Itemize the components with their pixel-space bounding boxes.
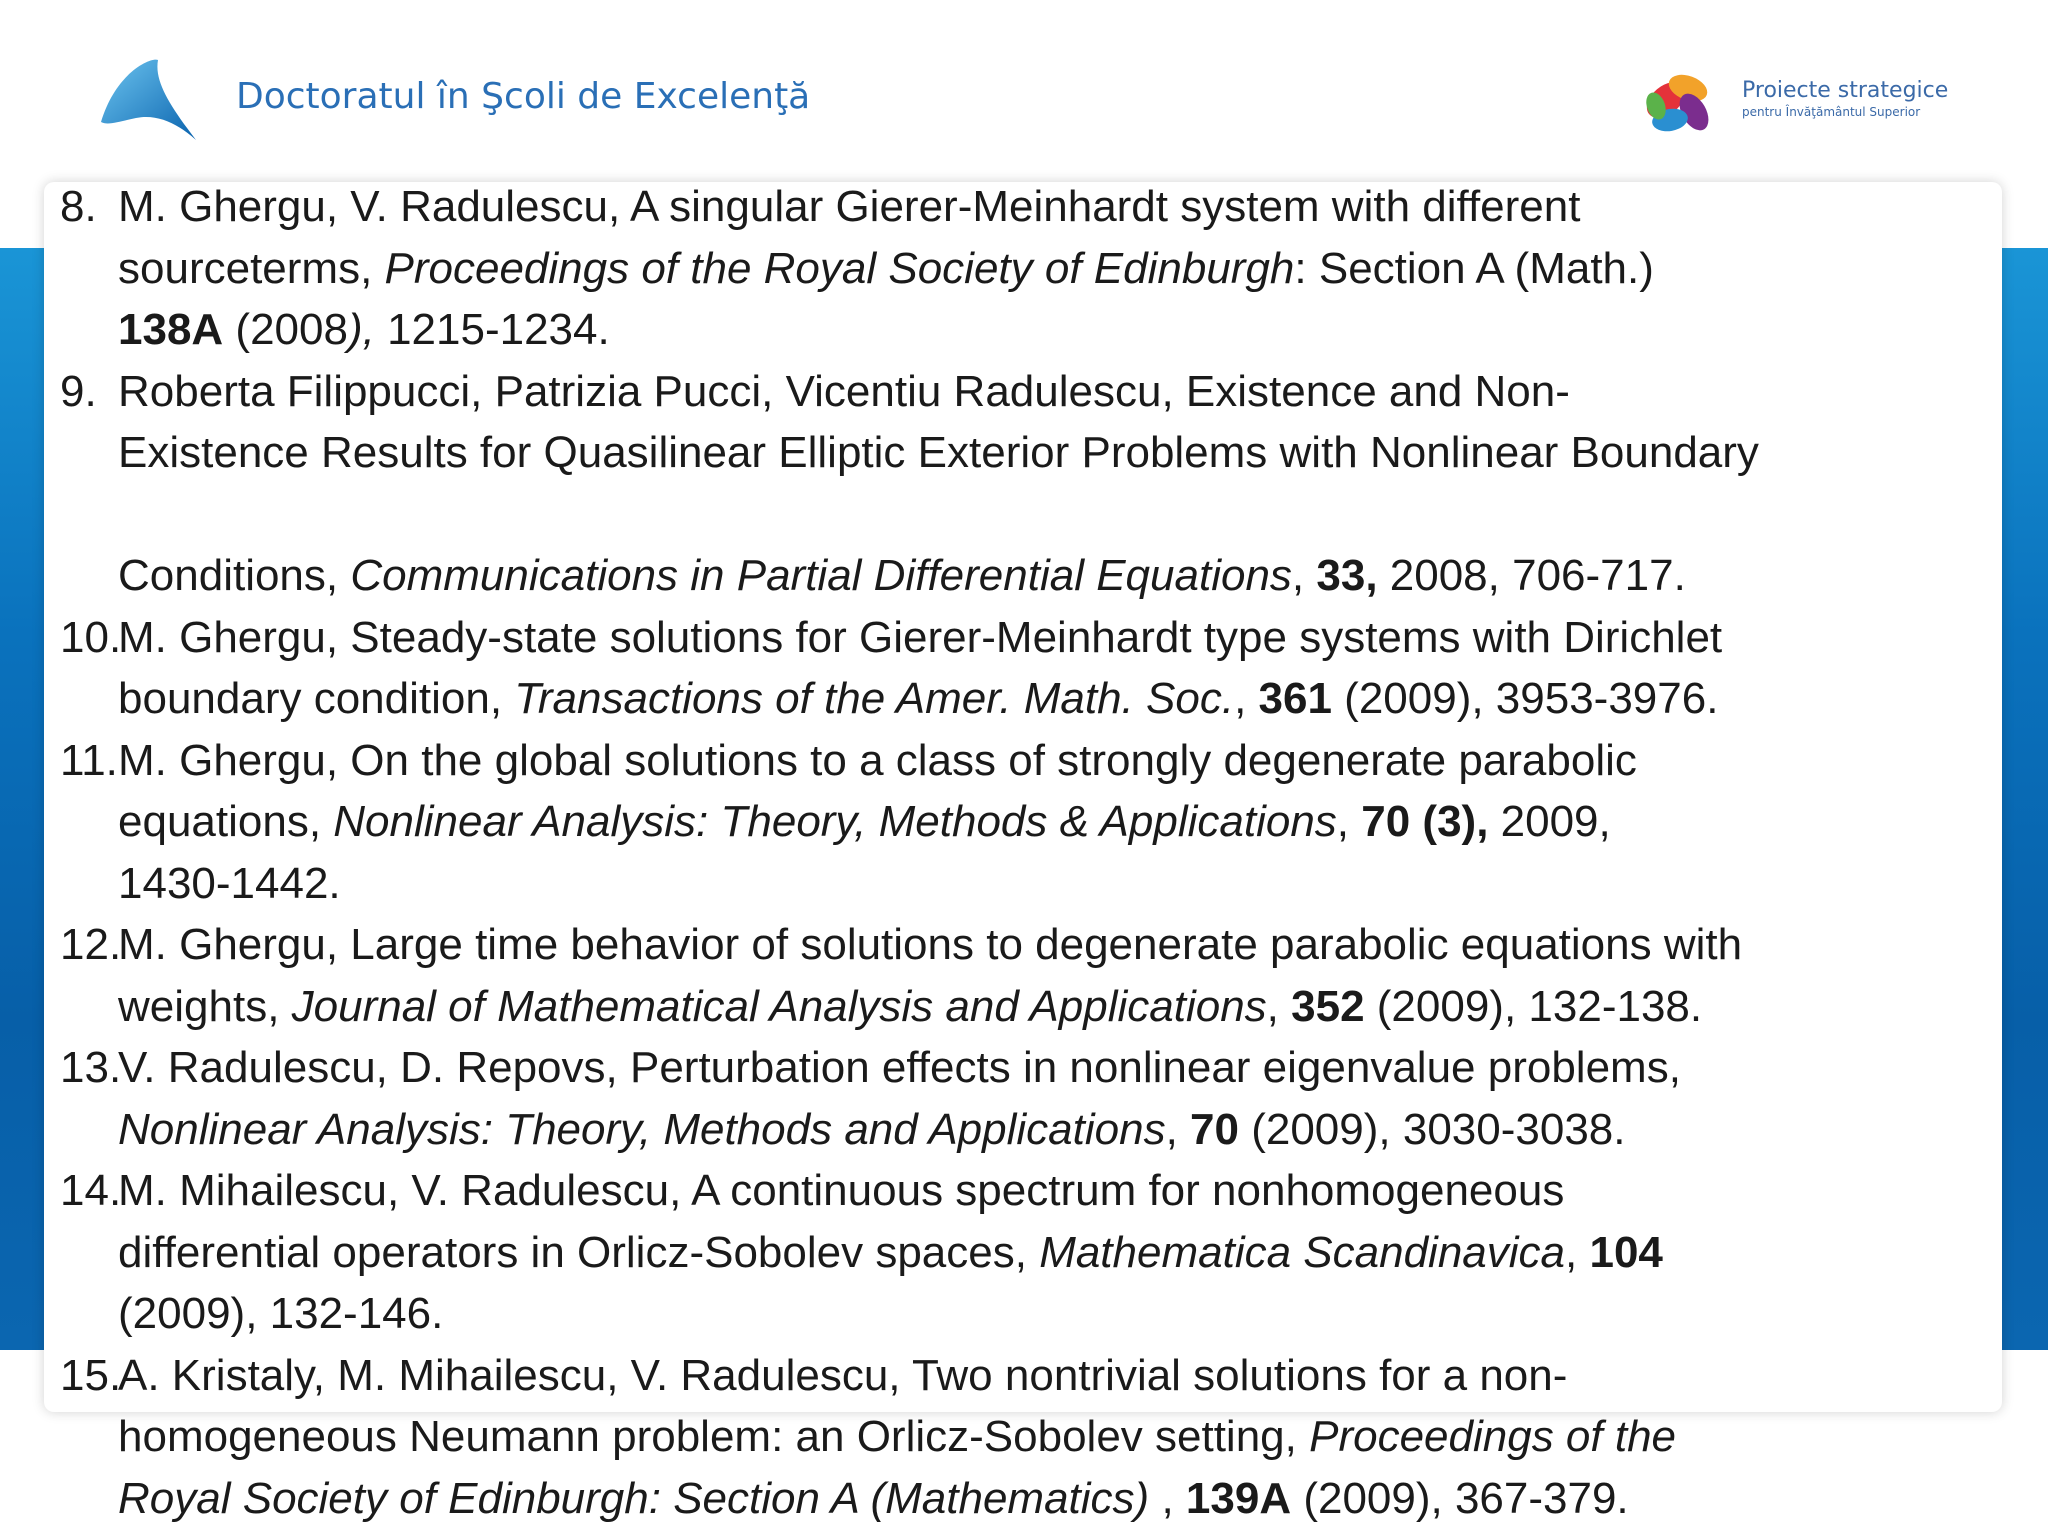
reference-line xyxy=(118,1099,2040,1161)
reference-number: 8. xyxy=(60,182,97,231)
reference-text: , xyxy=(1565,1227,1590,1277)
reference-text: 1430-1442. xyxy=(118,858,341,908)
reference-line xyxy=(118,422,2040,484)
reference-line xyxy=(118,545,2040,607)
reference-text: M. Ghergu, V. Radulescu, A singular Gierer-Meinhardt system with different xyxy=(118,182,1581,231)
volume-number: 33, xyxy=(1316,551,1378,600)
reference-number: 13. xyxy=(60,1043,122,1092)
reference-line xyxy=(118,976,2040,1038)
reference-text: , xyxy=(1266,981,1292,1031)
volume-number: 70 (3), xyxy=(1361,797,1489,846)
reference-item xyxy=(60,361,2040,607)
reference-text: V. Radulescu, D. Repovs, Perturbation effects in nonlinear eigenvalue problems, xyxy=(118,1043,1681,1092)
reference-text: , xyxy=(1234,674,1259,723)
reference-text: Roberta Filippucci, Patrizia Pucci, Vicentiu Radulescu, Existence and Non- xyxy=(118,366,1570,416)
reference-text: (2009), 132-138. xyxy=(1364,981,1703,1031)
reference-text: homogeneous Neumann problem: an Orlicz-Sobolev setting, xyxy=(118,1412,1310,1461)
volume-number: 138A xyxy=(118,305,224,354)
line-gap xyxy=(118,484,2040,546)
reference-number: 11. xyxy=(60,735,118,785)
reference-item xyxy=(60,1160,2040,1345)
reference-line xyxy=(118,1283,2040,1345)
journal-title: Royal Society of Edinburgh: Section A (Mathematics) xyxy=(118,1473,1150,1523)
reference-item xyxy=(60,176,2040,361)
reference-text: weights, xyxy=(118,981,292,1031)
reference-text: (2009), 3030-3038. xyxy=(1238,1104,1626,1154)
reference-item xyxy=(60,730,2040,915)
reference-line xyxy=(118,1160,2040,1222)
reference-text: differential operators in Orlicz-Sobolev spaces, xyxy=(118,1227,1040,1277)
reference-line xyxy=(118,176,2040,238)
reference-item xyxy=(60,607,2040,730)
reference-number: 9. xyxy=(60,366,97,416)
reference-text: boundary condition, xyxy=(118,674,515,723)
volume-number: 139A xyxy=(1185,1473,1292,1523)
journal-title: Journal of Mathematical Analysis and Applications xyxy=(291,981,1267,1031)
reference-text: M. Ghergu, Large time behavior of solutions to degenerate parabolic equations with xyxy=(118,920,1743,969)
strategic-projects-subtitle: pentru Învăţământul Superior xyxy=(1742,105,1921,119)
volume-number: 361 xyxy=(1258,674,1332,723)
reference-line xyxy=(118,668,2040,730)
journal-title: Nonlinear Analysis: Theory, Methods & Applications xyxy=(333,797,1337,846)
reference-text: 2008, 706-717. xyxy=(1377,551,1686,600)
reference-text: Existence Results for Quasilinear Elliptic Exterior Problems with Nonlinear Boundary xyxy=(118,428,1759,477)
reference-list xyxy=(60,176,2040,1529)
reference-number: 10. xyxy=(60,612,122,662)
reference-number: 12. xyxy=(60,920,122,969)
reference-text: equations, xyxy=(118,797,334,846)
journal-title: ), xyxy=(347,305,375,354)
reference-text: 2009, xyxy=(1488,797,1611,846)
reference-text: (2009), 132-146. xyxy=(118,1289,444,1338)
reference-line xyxy=(118,1222,2040,1284)
reference-line xyxy=(118,914,2040,976)
program-title: Doctoratul în Şcoli de Excelenţă xyxy=(236,76,811,117)
journal-title: Communications in Partial Differential Equations xyxy=(350,551,1292,600)
flower-logo-icon xyxy=(1636,62,1726,142)
reference-item xyxy=(60,1345,2040,1530)
reference-text: (2009), 3953-3976. xyxy=(1331,674,1719,723)
reference-text: 1215-1234. xyxy=(374,305,610,354)
volume-number: 352 xyxy=(1291,981,1365,1031)
reference-text: (2009), 367-379. xyxy=(1291,1473,1629,1523)
reference-text: sourceterms, xyxy=(118,243,385,293)
reference-item xyxy=(60,914,2040,1037)
reference-text: M. Mihailescu, V. Radulescu, A continuous spectrum for nonhomogeneous xyxy=(118,1166,1565,1215)
reference-text: , xyxy=(1336,797,1362,846)
reference-line xyxy=(118,299,2040,361)
reference-line xyxy=(118,1406,2040,1468)
strategic-projects-label xyxy=(1742,78,1948,119)
reference-line xyxy=(118,1468,2040,1530)
reference-text: , xyxy=(1291,551,1317,600)
reference-text: M. Ghergu, On the global solutions to a class of strongly degenerate parabolic xyxy=(118,735,1637,785)
journal-title: Nonlinear Analysis: Theory, Methods and Applications xyxy=(118,1104,1166,1154)
reference-line xyxy=(118,791,2040,853)
reference-text: , xyxy=(1165,1104,1191,1154)
reference-line xyxy=(118,607,2040,669)
reference-text: , xyxy=(1149,1473,1186,1523)
journal-title: Mathematica Scandinavica xyxy=(1039,1227,1566,1277)
reference-number: 15. xyxy=(60,1350,122,1400)
volume-number: 70 xyxy=(1190,1104,1239,1154)
reference-text: : Section A (Math.) xyxy=(1294,243,1654,293)
reference-text: Conditions, xyxy=(118,551,351,600)
reference-line xyxy=(118,361,2040,423)
journal-title: Proceedings of the Royal Society of Edinburgh xyxy=(384,243,1295,293)
reference-line xyxy=(118,1345,2040,1407)
strategic-projects-title: Proiecte strategice xyxy=(1742,78,1949,103)
reference-line xyxy=(118,853,2040,915)
reference-text: M. Ghergu, Steady-state solutions for Gierer-Meinhardt type systems with Dirichlet xyxy=(118,612,1723,662)
journal-title: Transactions of the Amer. Math. Soc. xyxy=(514,674,1235,723)
journal-title: Proceedings of the xyxy=(1309,1412,1677,1461)
reference-text: A. Kristaly, M. Mihailescu, V. Radulescu, Two nontrivial solutions for a non- xyxy=(118,1350,1568,1400)
reference-line xyxy=(118,730,2040,792)
volume-number: 104 xyxy=(1589,1227,1663,1277)
reference-line xyxy=(118,1037,2040,1099)
reference-text: (2008 xyxy=(223,305,348,354)
reference-line xyxy=(118,238,2040,300)
reference-number: 14. xyxy=(60,1166,122,1215)
reference-item xyxy=(60,1037,2040,1160)
wave-logo-icon xyxy=(96,52,206,152)
